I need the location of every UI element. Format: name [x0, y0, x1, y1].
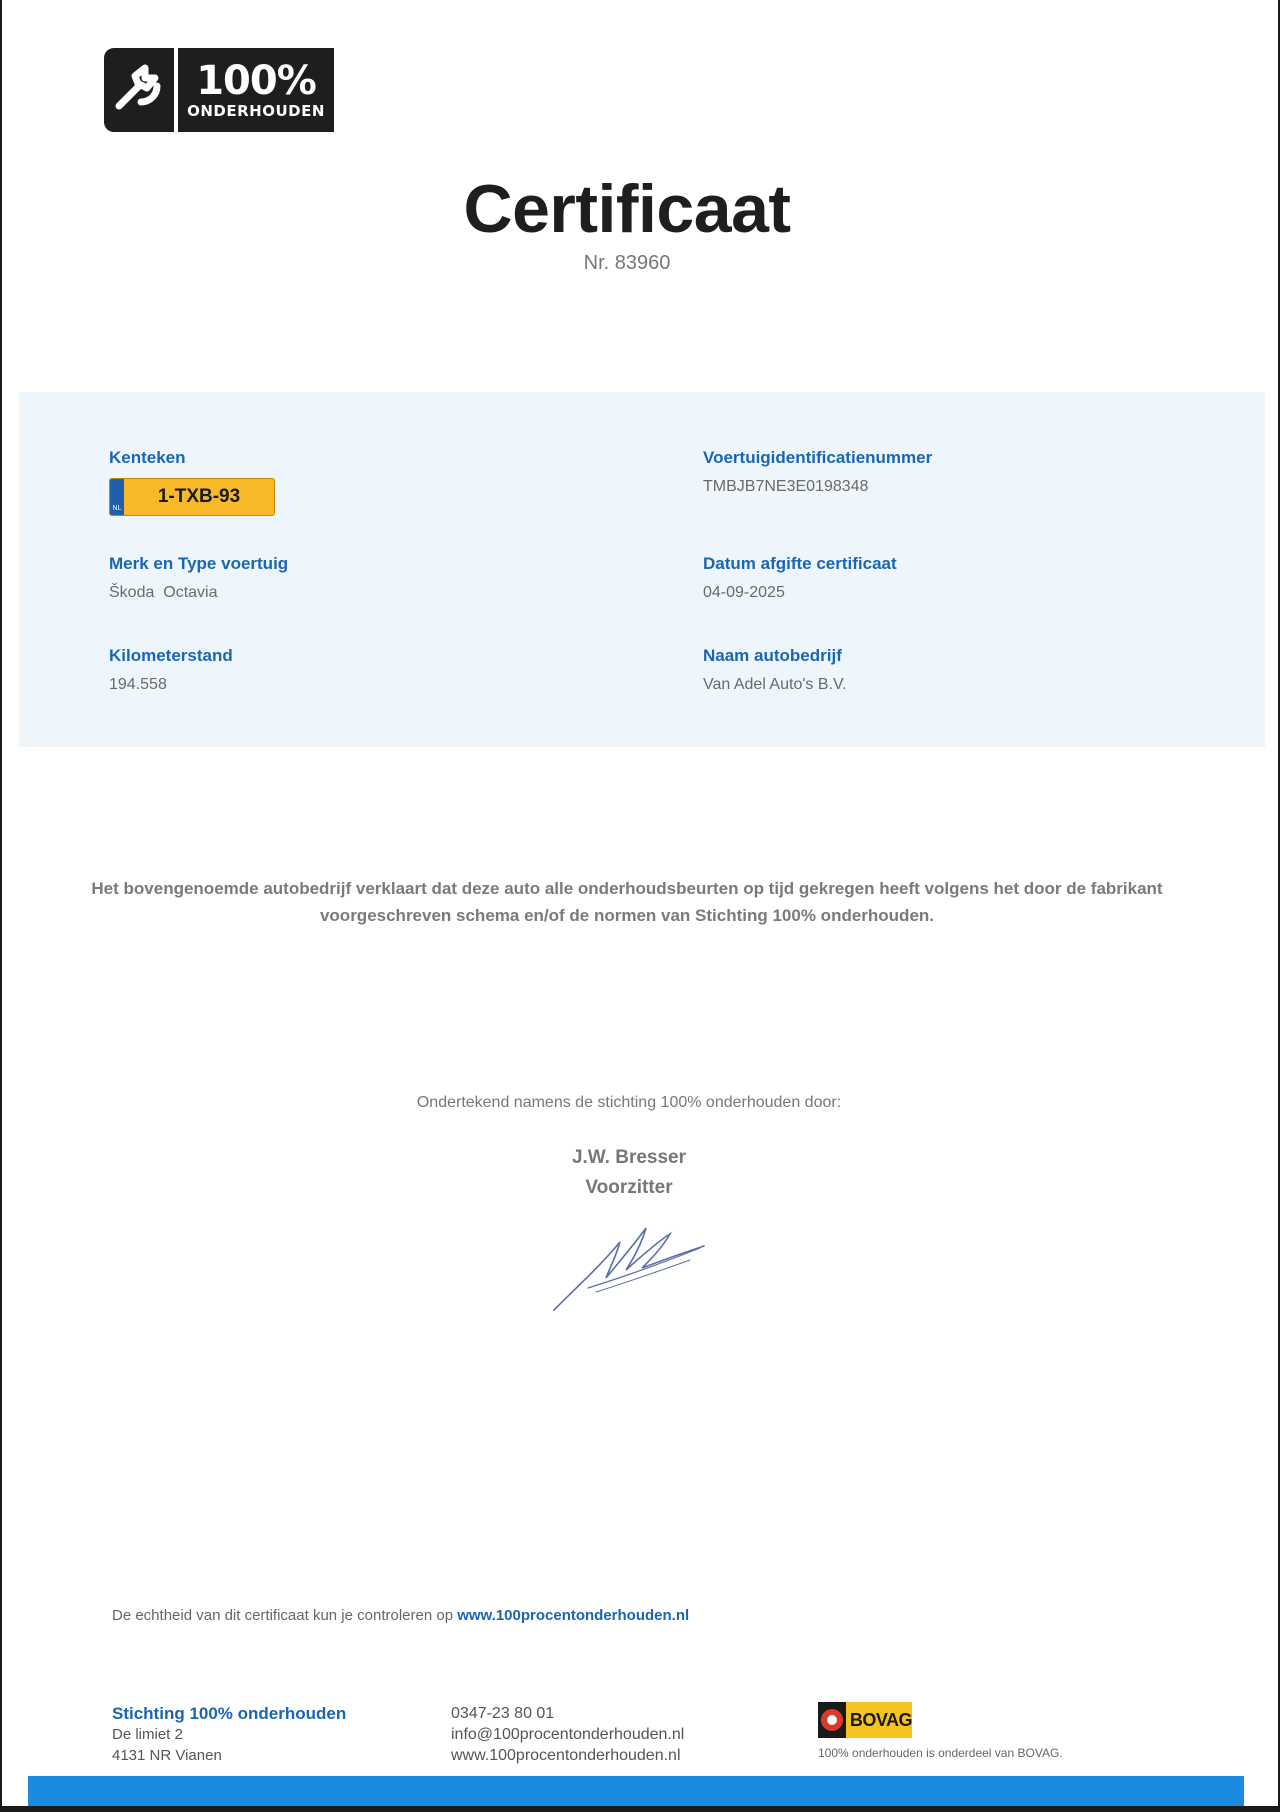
license-plate [109, 478, 275, 516]
footer-email[interactable]: info@100procentonderhouden.nl [451, 1726, 685, 1743]
field-value: Van Adel Auto's B.V. [703, 676, 847, 693]
signer-name: J.W. Bresser [571, 1147, 687, 1168]
bovag-seal-icon [818, 1702, 846, 1738]
declaration-text [42, 875, 1212, 929]
bovag-logo [818, 1702, 912, 1738]
logo-small-text: ONDERHOUDEN [187, 102, 325, 120]
signer-role: Voorzitter [585, 1177, 673, 1198]
handwritten-signature [550, 1212, 710, 1316]
wrench-arrow-icon [104, 48, 174, 132]
footer-phone: 0347-23 80 01 [451, 1705, 555, 1722]
footer-address-line: De limiet 2 [112, 1726, 183, 1743]
field-kenteken [109, 448, 275, 516]
verify-text: De echtheid van dit certificaat kun je controleren op [112, 1607, 458, 1624]
brand-logo [104, 48, 334, 132]
footer-org-name: Stichting 100% onderhouden [112, 1704, 347, 1723]
field-value: 04-09-2025 [703, 584, 785, 601]
footer-color-bar [28, 1776, 1244, 1806]
bovag-note: 100% onderhouden is onderdeel van BOVAG. [818, 1746, 1063, 1760]
bovag-block [818, 1702, 1063, 1760]
bovag-label: BOVAG [849, 1709, 912, 1730]
verify-note [112, 1607, 689, 1624]
logo-big-text: 100% [196, 58, 316, 104]
page-title: Certificaat [463, 171, 791, 247]
verify-link[interactable]: www.100procentonderhouden.nl [457, 1607, 690, 1624]
declaration-line: Het bovengenoemde autobedrijf verklaart dat deze auto alle onderhoudsbeurten op tijd gekregen heeft volgens het door de fabrikant [91, 879, 1163, 898]
field-merk [109, 554, 288, 602]
field-label: Kenteken [109, 448, 186, 467]
logo-wordmark [178, 48, 334, 132]
field-label: Kilometerstand [109, 646, 233, 665]
declaration-line: voorgeschreven schema en/of de normen van Stichting 100% onderhouden. [319, 906, 935, 925]
field-label: Voertuigidentificatienummer [703, 448, 933, 467]
field-label: Datum afgifte certificaat [703, 554, 897, 573]
certificate-number: Nr. 83960 [583, 252, 671, 274]
vehicle-info-panel [19, 392, 1265, 747]
field-value: 194.558 [109, 676, 167, 693]
field-label: Merk en Type voertuig [109, 554, 289, 573]
field-label: Naam autobedrijf [703, 646, 842, 665]
signed-by-text: Ondertekend namens de stichting 100% onderhouden door: [416, 1094, 842, 1111]
field-bedrijf [703, 646, 847, 694]
field-km [109, 646, 233, 694]
footer-contact [451, 1703, 684, 1766]
footer-organization [112, 1703, 346, 1766]
plate-number: 1-TXB-93 [157, 486, 241, 507]
field-value: Škoda Octavia [109, 584, 218, 601]
field-vin [703, 448, 932, 496]
footer-website[interactable]: www.100procentonderhouden.nl [451, 1747, 681, 1764]
field-datum [703, 554, 897, 602]
plate-country-code: NL [110, 479, 124, 515]
footer-address-line: 4131 NR Vianen [112, 1747, 222, 1764]
field-value: TMBJB7NE3E0198348 [703, 478, 869, 495]
